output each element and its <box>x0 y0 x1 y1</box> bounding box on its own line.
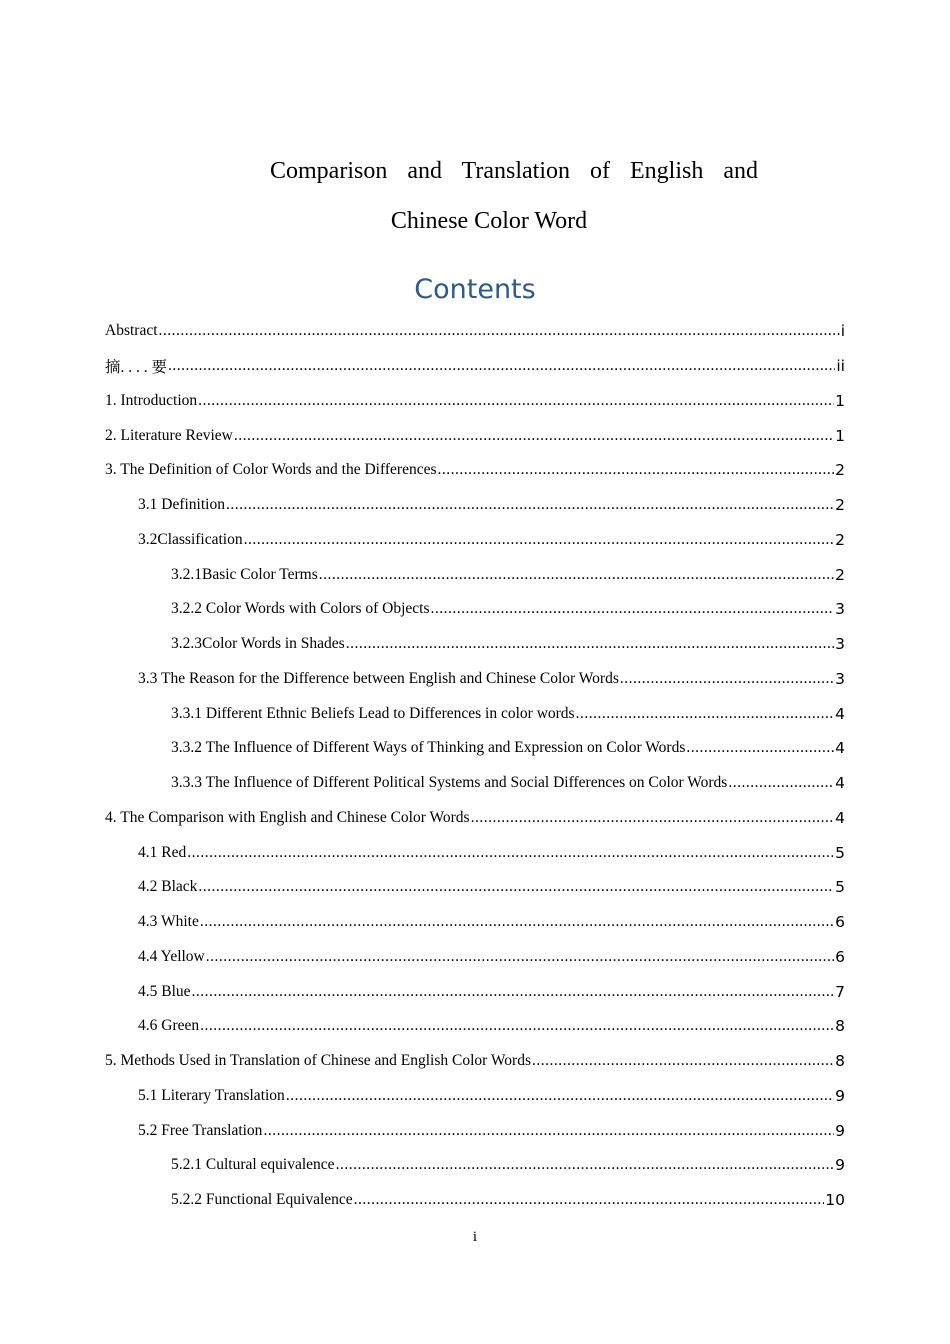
toc-entry-page-number: 3 <box>835 669 845 688</box>
toc-dot-leader <box>226 496 834 514</box>
toc-entry-page-number: i <box>840 322 845 341</box>
toc-entry-title: 4.1 Red <box>138 843 187 861</box>
toc-entry[interactable] <box>138 1079 845 1114</box>
toc-entry[interactable] <box>171 557 845 592</box>
toc-entry-title: 3.3 The Reason for the Difference between English and Chinese Color Words <box>138 669 619 687</box>
toc-entry-title: 3.1 Definition <box>138 496 225 514</box>
toc-entry-page-number: 1 <box>835 391 845 410</box>
toc-entry[interactable] <box>138 1113 845 1148</box>
toc-entry-page-number: 4 <box>835 808 845 827</box>
toc-dot-leader <box>234 427 834 445</box>
toc-entry[interactable] <box>138 1009 845 1044</box>
document-title-line-1: Comparison and Translation of English and <box>270 158 758 184</box>
toc-entry-page-number: 5 <box>835 878 845 897</box>
toc-entry[interactable] <box>171 627 845 662</box>
toc-dot-leader <box>192 983 835 1001</box>
toc-entry-title: 4. The Comparison with English and Chinese Color Words <box>105 808 470 826</box>
toc-entry-page-number: 9 <box>835 1086 845 1105</box>
toc-entry-page-number: 6 <box>835 913 845 932</box>
page-number-footer: i <box>472 1229 478 1245</box>
toc-entry-title: 5.1 Literary Translation <box>138 1086 285 1104</box>
toc-dot-leader <box>532 1052 834 1070</box>
toc-entry-page-number: 8 <box>835 1052 845 1071</box>
toc-dot-leader <box>198 392 834 410</box>
toc-entry[interactable] <box>105 384 845 419</box>
toc-entry[interactable] <box>138 905 845 940</box>
toc-entry-page-number: 7 <box>835 982 845 1001</box>
toc-dot-leader <box>244 531 835 549</box>
toc-entry-title: 4.2 Black <box>138 878 198 896</box>
toc-entry-page-number: 10 <box>825 1191 845 1210</box>
toc-entry[interactable] <box>105 349 845 384</box>
toc-dot-leader <box>263 1122 834 1140</box>
toc-entry-title: 3.3.1 Different Ethnic Beliefs Lead to Differences in color words <box>171 704 575 722</box>
toc-entry-page-number: 6 <box>835 947 845 966</box>
toc-entry[interactable] <box>171 766 845 801</box>
toc-dot-leader <box>206 948 834 966</box>
toc-entry-title: 摘. . . . 要 <box>105 359 168 377</box>
toc-entry-title: 4.3 White <box>138 913 199 931</box>
toc-entry-page-number: 2 <box>835 496 845 515</box>
toc-dot-leader <box>187 844 834 862</box>
toc-entry[interactable] <box>138 488 845 523</box>
toc-dot-leader <box>168 357 835 375</box>
toc-entry-page-number: 9 <box>835 1121 845 1140</box>
toc-entry[interactable] <box>171 592 845 627</box>
toc-entry-title: 2. Literature Review <box>105 426 233 444</box>
toc-entry-page-number: 2 <box>835 461 845 480</box>
toc-dot-leader <box>159 322 840 340</box>
toc-entry[interactable] <box>138 974 845 1009</box>
toc-entry-title: 5.2.1 Cultural equivalence <box>171 1156 335 1174</box>
toc-entry-page-number: 4 <box>835 774 845 793</box>
toc-entry[interactable] <box>171 1148 845 1183</box>
toc-entry-title: 4.5 Blue <box>138 982 191 1000</box>
toc-entry-page-number: 1 <box>835 426 845 445</box>
toc-dot-leader <box>431 600 835 618</box>
toc-entry[interactable] <box>138 523 845 558</box>
toc-entry-title: 3.2.3Color Words in Shades <box>171 635 345 653</box>
toc-dot-leader <box>200 1017 834 1035</box>
toc-dot-leader <box>728 774 834 792</box>
toc-entry-title: 3. The Definition of Color Words and the Differences <box>105 461 437 479</box>
toc-entry-title: 3.2Classification <box>138 530 243 548</box>
toc-entry-page-number: 8 <box>835 1017 845 1036</box>
toc-entry-page-number: 9 <box>835 1156 845 1175</box>
toc-entry-title: 5.2.2 Functional Equivalence <box>171 1191 353 1209</box>
toc-entry-page-number: 2 <box>835 565 845 584</box>
toc-entry-page-number: ii <box>836 357 845 376</box>
toc-entry[interactable] <box>138 662 845 697</box>
toc-entry[interactable] <box>105 801 845 836</box>
toc-dot-leader <box>686 739 834 757</box>
toc-entry-title: Abstract <box>105 322 158 340</box>
toc-entry[interactable] <box>105 418 845 453</box>
toc-entry-page-number: 2 <box>835 530 845 549</box>
toc-dot-leader <box>620 670 834 688</box>
toc-entry[interactable] <box>105 453 845 488</box>
toc-entry-page-number: 4 <box>835 704 845 723</box>
toc-dot-leader <box>576 705 835 723</box>
document-title-line-2: Chinese Color Word <box>390 208 588 234</box>
toc-dot-leader <box>198 878 834 896</box>
toc-entry-title: 5. Methods Used in Translation of Chinese and English Color Words <box>105 1052 532 1070</box>
toc-entry-page-number: 4 <box>835 739 845 758</box>
toc-entry-title: 3.3.2 The Influence of Different Ways of Thinking and Expression on Color Words <box>171 739 686 757</box>
toc-entry[interactable] <box>138 940 845 975</box>
toc-entry-title: 1. Introduction <box>105 391 198 409</box>
toc-entry[interactable] <box>105 1044 845 1079</box>
toc-dot-leader <box>200 913 834 931</box>
toc-dot-leader <box>438 461 835 479</box>
toc-entry-title: 3.3.3 The Influence of Different Political Systems and Social Differences on Color Words <box>171 774 728 792</box>
toc-dot-leader <box>471 809 835 827</box>
toc-entry[interactable] <box>138 870 845 905</box>
toc-entry-title: 5.2 Free Translation <box>138 1121 263 1139</box>
toc-dot-leader <box>319 566 834 584</box>
toc-entry-title: 3.2.2 Color Words with Colors of Objects <box>171 600 430 618</box>
toc-entry-page-number: 5 <box>835 843 845 862</box>
toc-entry[interactable] <box>171 1183 845 1218</box>
contents-heading: Contents <box>414 274 536 305</box>
toc-entry[interactable] <box>105 314 845 349</box>
toc-entry-title: 4.4 Yellow <box>138 947 205 965</box>
toc-dot-leader <box>336 1156 835 1174</box>
toc-entry-title: 3.2.1Basic Color Terms <box>171 565 318 583</box>
toc-entry-page-number: 3 <box>835 635 845 654</box>
toc-dot-leader <box>354 1191 825 1209</box>
toc-entry-title: 4.6 Green <box>138 1017 200 1035</box>
toc-dot-leader <box>346 635 834 653</box>
toc-entry[interactable] <box>171 731 845 766</box>
toc-entry-page-number: 3 <box>835 600 845 619</box>
toc-entry[interactable] <box>138 835 845 870</box>
toc-dot-leader <box>286 1087 834 1105</box>
toc-entry[interactable] <box>171 696 845 731</box>
